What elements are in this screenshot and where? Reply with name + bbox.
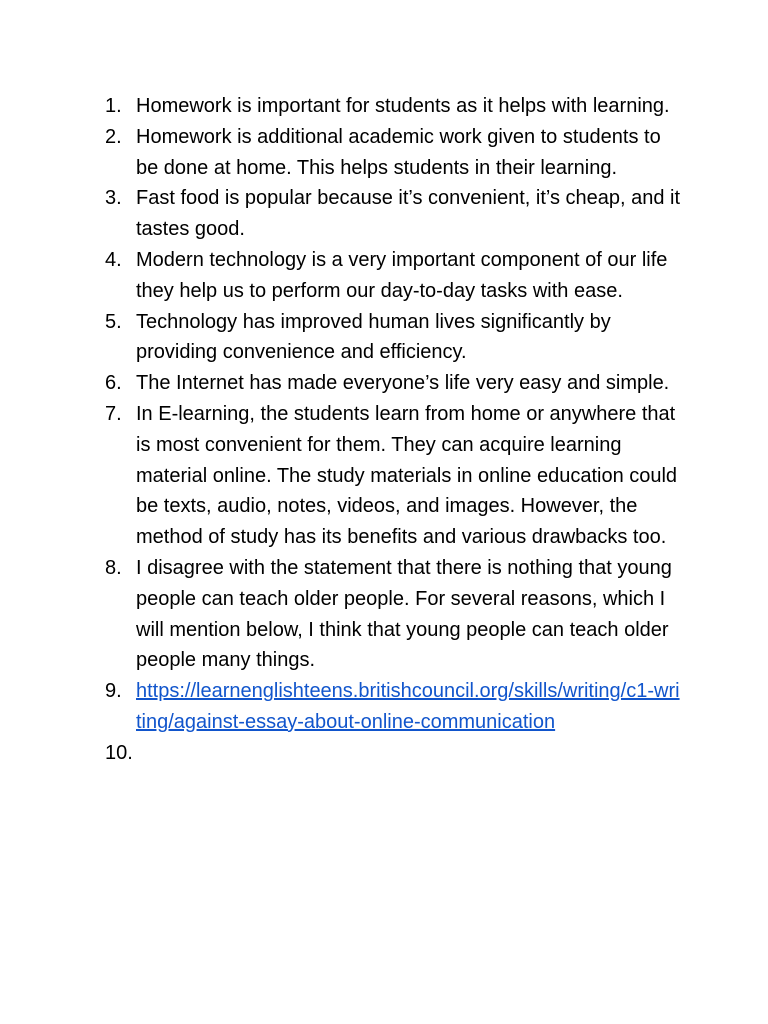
list-item: [105, 122, 685, 184]
numbered-list: [105, 91, 685, 769]
list-number: 8.: [105, 556, 122, 579]
list-item-text: Fast food is popular because it’s convenient, it’s cheap, and it tastes good.: [136, 187, 681, 241]
list-number: 9.: [105, 680, 122, 703]
list-number: 1.: [105, 95, 122, 117]
list-number: 2.: [105, 125, 122, 148]
list-item: [105, 368, 685, 399]
list-item-text: In E-learning, the students learn from home or anywhere that is most convenient for them. They can acquire learning material online. The study materials in online education could be texts, audio, notes, videos, and images. However, the method of study has its benefits and various drawbacks too.: [136, 402, 678, 549]
list-number: 10.: [105, 741, 133, 764]
list-item: [105, 553, 685, 676]
list-item-text: I disagree with the statement that there is nothing that young people can teach older people. For several reasons, which I will mention below, I think that young people can teach older people many things.: [136, 556, 672, 672]
list-item: [105, 307, 685, 369]
list-number: 6.: [105, 372, 122, 395]
list-item-text: [136, 676, 685, 738]
list-item: [105, 399, 685, 553]
hyperlink[interactable]: https://learnenglishteens.britishcouncil.org/skills/writing/c1-writing/against-essay-about-online-communication: [136, 680, 680, 733]
list-item-text: The Internet has made everyone’s life very easy and simple.: [136, 372, 670, 395]
list-item: [105, 245, 685, 307]
list-item-text: Modern technology is a very important component of our life they help us to perform our day-to-day tasks with ease.: [136, 248, 668, 302]
list-item-text: Homework is additional academic work given to students to be done at home. This helps students in their learning.: [136, 125, 661, 179]
list-number: 4.: [105, 248, 122, 271]
list-number: 7.: [105, 402, 122, 425]
list-item-empty: [105, 738, 685, 769]
list-item-text: Technology has improved human lives significantly by providing convenience and efficiency.: [136, 310, 611, 364]
list-number: 3.: [105, 187, 122, 210]
list-item-link: [105, 676, 685, 738]
list-item: [105, 91, 685, 122]
list-number: 5.: [105, 310, 122, 333]
list-item: [105, 183, 685, 245]
list-item-text: Homework is important for students as it helps with learning.: [136, 95, 670, 117]
